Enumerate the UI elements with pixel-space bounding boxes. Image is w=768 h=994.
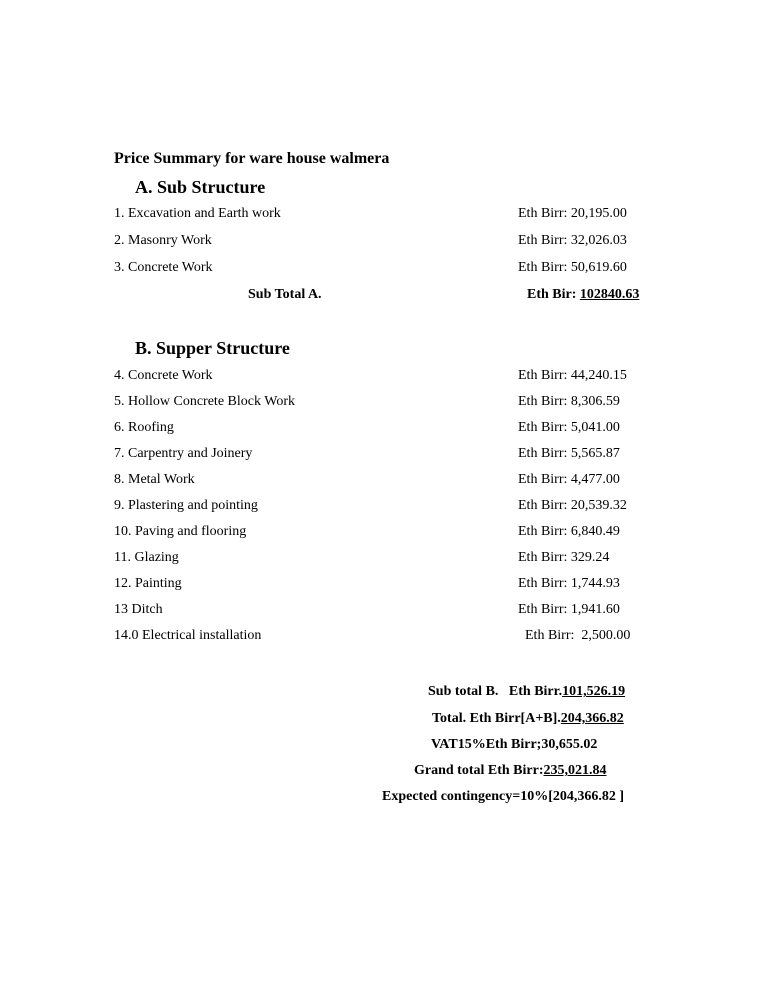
line-item-label: 7. Carpentry and Joinery: [114, 446, 253, 461]
line-item: [0, 550, 768, 568]
total-ab: [432, 711, 624, 727]
line-item-label: 8. Metal Work: [114, 472, 195, 487]
line-item-amount: Eth Birr: 8,306.59: [518, 394, 620, 409]
line-item-amount: Eth Birr: 20,195.00: [518, 206, 627, 221]
line-item-amount: Eth Birr: 5,565.87: [518, 446, 620, 461]
line-item: [0, 628, 768, 646]
vat-line: VAT15%Eth Birr;30,655.02: [431, 737, 598, 752]
line-item-label: 4. Concrete Work: [114, 368, 213, 383]
line-item: [0, 498, 768, 516]
line-item: [0, 206, 768, 224]
line-item: [0, 420, 768, 438]
line-item-amount: Eth Birr: 20,539.32: [518, 498, 627, 513]
line-item-amount: Eth Birr: 5,041.00: [518, 420, 620, 435]
line-item-amount: Eth Birr: 329.24: [518, 550, 610, 565]
subtotal-a-amount: [527, 287, 639, 303]
subtotal-b-value: 101,526.19: [562, 684, 626, 699]
line-item-label: 5. Hollow Concrete Block Work: [114, 394, 295, 409]
line-item: [0, 394, 768, 412]
line-item-label: 6. Roofing: [114, 420, 174, 435]
line-item: [0, 472, 768, 490]
line-item-amount: Eth Birr: 4,477.00: [518, 472, 620, 487]
section-b-heading: B. Supper Structure: [135, 338, 290, 358]
line-item-label: 3. Concrete Work: [114, 260, 213, 275]
line-item-amount: Eth Birr: 6,840.49: [518, 524, 620, 539]
line-item: [0, 524, 768, 542]
line-item-label: 2. Masonry Work: [114, 233, 212, 248]
line-item: [0, 446, 768, 464]
line-item-label: 1. Excavation and Earth work: [114, 206, 281, 221]
line-item-label: 14.0 Electrical installation: [114, 628, 262, 643]
subtotal-a-label: Sub Total A.: [248, 287, 322, 302]
subtotal-b-prefix: Sub total B. Eth Birr.: [428, 684, 563, 699]
line-item: [0, 233, 768, 251]
subtotal-a-value: 102840.63: [579, 287, 640, 302]
line-item-amount: Eth Birr: 44,240.15: [518, 368, 627, 383]
grand-total-prefix: Grand total Eth Birr:: [414, 763, 544, 778]
line-item: [0, 602, 768, 620]
subtotal-b: [428, 684, 625, 700]
contingency-line: Expected contingency=10%[204,366.82 ]: [382, 789, 625, 804]
total-ab-value: 204,366.82: [560, 711, 624, 726]
line-item: [0, 576, 768, 594]
total-ab-prefix: Total. Eth Birr[A+B].: [432, 711, 561, 726]
line-item-amount: Eth Birr: 50,619.60: [518, 260, 627, 275]
line-item-amount: Eth Birr: 2,500.00: [525, 628, 631, 643]
document-title: Price Summary for ware house walmera: [114, 150, 390, 167]
line-item: [0, 368, 768, 386]
line-item: [0, 260, 768, 278]
subtotal-a-prefix: Eth Bir:: [527, 287, 580, 302]
line-item-label: 13 Ditch: [114, 602, 163, 617]
grand-total: [414, 763, 607, 779]
line-item-label: 9. Plastering and pointing: [114, 498, 258, 513]
line-item-amount: Eth Birr: 32,026.03: [518, 233, 627, 248]
line-item-amount: Eth Birr: 1,941.60: [518, 602, 620, 617]
line-item-label: 12. Painting: [114, 576, 182, 591]
line-item-label: 10. Paving and flooring: [114, 524, 247, 539]
grand-total-value: 235,021.84: [543, 763, 607, 778]
line-item-label: 11. Glazing: [114, 550, 179, 565]
line-item-amount: Eth Birr: 1,744.93: [518, 576, 620, 591]
section-a-heading: A. Sub Structure: [135, 177, 266, 197]
